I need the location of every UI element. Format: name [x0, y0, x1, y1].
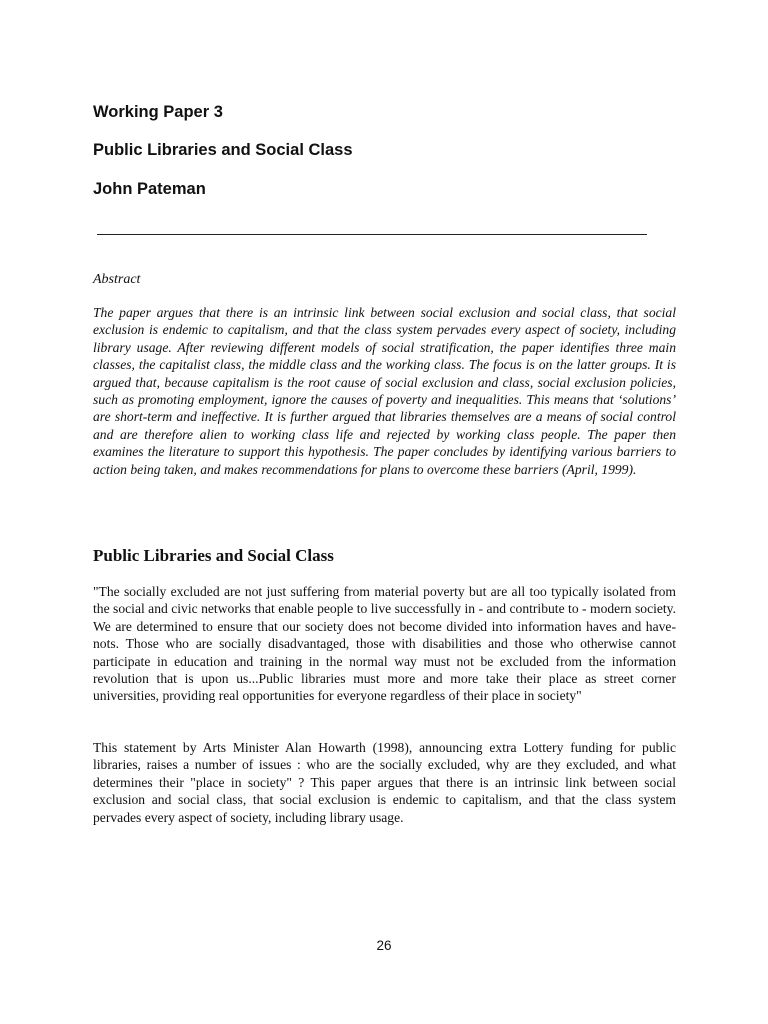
horizontal-divider [97, 234, 647, 235]
abstract-label: Abstract [93, 272, 141, 287]
page-number: 26 [376, 938, 392, 953]
abstract-text: The paper argues that there is an intrinsic link between social exclusion and social class, that social exclusion is endemic to capitalism, and that the class system pervades every aspect of society, including library usage. After reviewing different models of social stratification, the paper identifies three main classes, the capitalist class, the middle class and the working class. The focus is on the latter groups. It is argued that, because capitalism is the root cause of social exclusion and class, social exclusion policies, such as promoting employment, ignore the causes of poverty and inequalities. This means that ‘solutions’ are short-term and ineffective. It is further argued that libraries themselves are a means of social control and are therefore alien to working class life and rejected by working class people. The paper then examines the literature to support this hypothesis. The paper concludes by identifying various barriers to action being taken, and makes recommendations for plans to overcome these barriers (April, 1999). [93, 305, 676, 477]
author-name: John Pateman [93, 180, 206, 198]
body-paragraph: This statement by Arts Minister Alan Howarth (1998), announcing extra Lottery funding for public libraries, raises a number of issues : who are the socially excluded, why are they excluded, and what determines their "place in society" ? This paper argues that there is an intrinsic link between social exclusion and social class, that social exclusion is endemic to capitalism, and that the class system pervades every aspect of society, including library usage. [93, 740, 676, 825]
section-heading: Public Libraries and Social Class [93, 546, 334, 565]
working-paper-label: Working Paper 3 [93, 103, 223, 121]
paper-title: Public Libraries and Social Class [93, 141, 353, 159]
quote-paragraph: "The socially excluded are not just suffering from material poverty but are all too typically isolated from the social and civic networks that enable people to live successfully in - and contribute to - modern society. We are determined to ensure that our society does not become divided into information haves and have-nots. Those who are socially disadvantaged, those with disabilities and those who otherwise cannot participate in education and training in the normal way must not be excluded from the information revolution that is upon us...Public libraries must more and more take their place as street corner universities, providing real opportunities for everyone regardless of their place in society" [93, 584, 676, 704]
